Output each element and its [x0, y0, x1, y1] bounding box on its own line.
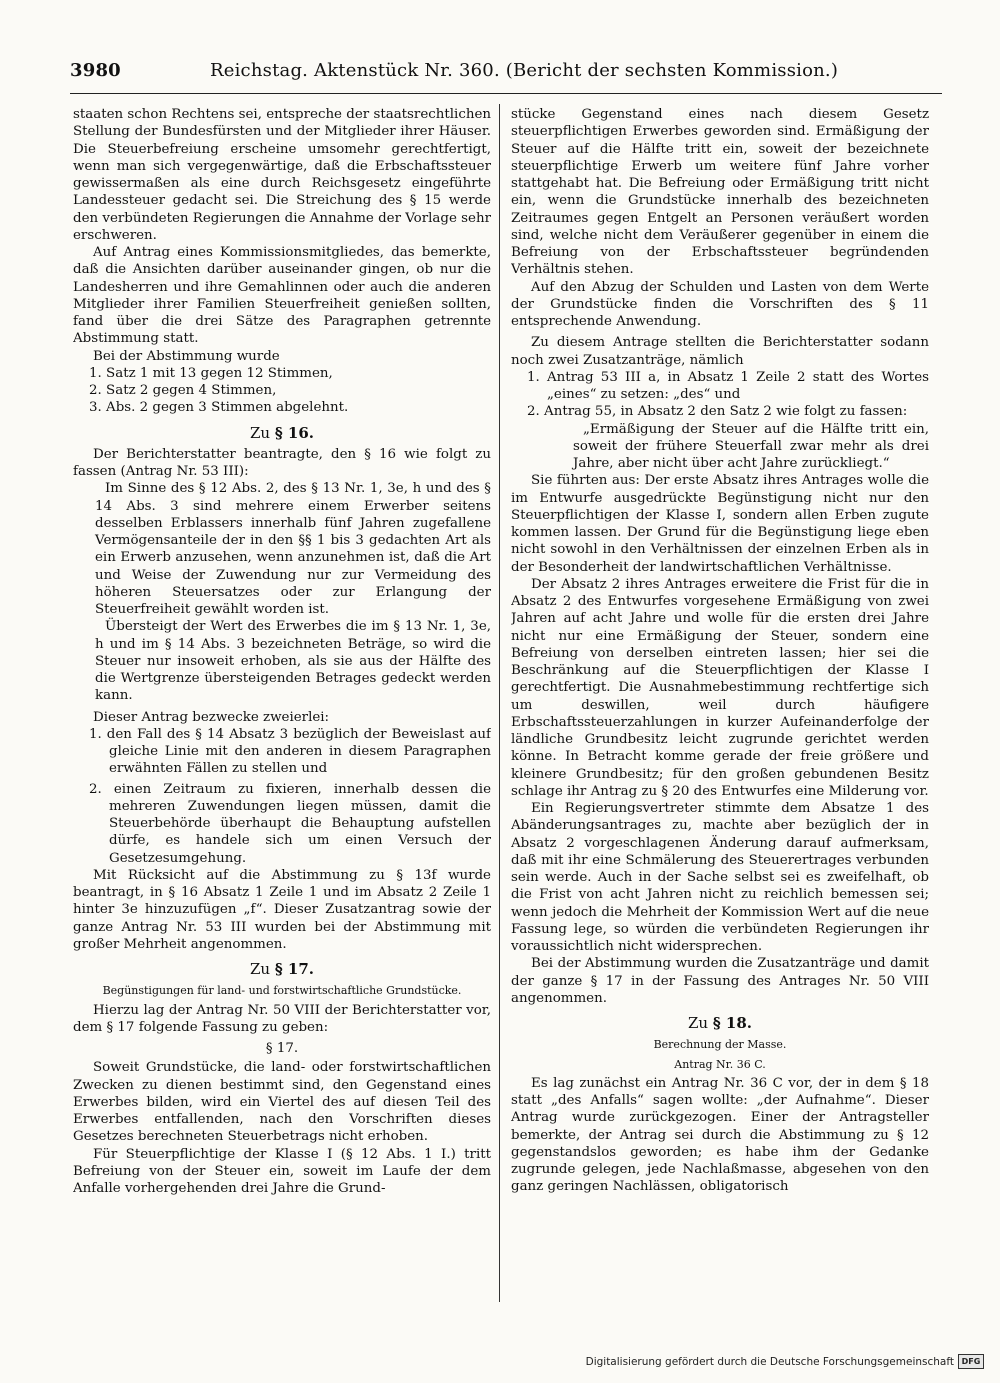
section-heading-18: Zu § 18.: [687, 1014, 753, 1032]
paragraph: Es lag zunächst ein Antrag Nr. 36 C vor, der in dem § 18 statt „des Anfalls“ sagen wollte: „der Aufnahme“. Dieser Antrag wurde zurückgezogen. Einer der Antragsteller bemerkte, der Antrag sei durch die Abstimmung zu § 12 gegenstandslos geworden; es habe ihm der Gedanke zugrunde gelegen, jede Nachlaßmasse, abgesehen von den ganz geringen Nachlässen, obligatorisch: [511, 1075, 929, 1195]
paragraph: Bei der Abstimmung wurde: [93, 348, 280, 364]
vote-item: 2. Satz 2 gegen 4 Stimmen,: [89, 383, 277, 398]
paragraph: Dieser Antrag bezwecke zweierlei:: [93, 709, 330, 725]
vote-item: 1. Satz 1 mit 13 gegen 12 Stimmen,: [89, 365, 333, 381]
additional-motion: 1. Antrag 53 III a, in Absatz 1 Zeile 2 statt des Wortes „eines“ zu setzen: „des“ und: [527, 369, 929, 402]
paragraph: Auf Antrag eines Kommissionsmitgliedes, das bemerkte, daß die Ansichten darüber auseinander gingen, ob nur die Landesherren und ihre Gemahlinnen oder auch die anderen Mitglieder ihrer Familien Steuerfreiheit genießen sollten, fand über die drei Sätze des Paragraphen getrennte Abstimmung statt.: [73, 245, 491, 347]
additional-motion: 2. Antrag 55, in Absatz 2 den Satz 2 wie folgt zu fassen:: [527, 404, 908, 420]
paragraph: Bei der Abstimmung wurden die Zusatzanträge und damit der ganze § 17 in der Fassung des Antrages Nr. 50 VIII angenommen.: [511, 956, 929, 1006]
page-header: [70, 58, 940, 88]
section-label: § 17.: [265, 1041, 299, 1056]
paragraph: Für Steuerpflichtige der Klasse I (§ 12 Abs. 1 I.) tritt Befreiung von der Steuer ein, soweit im Laufe der dem Anfalle vorhergehenden drei Jahre die Grund-: [73, 1146, 491, 1196]
dfg-logo-icon: DFG: [958, 1354, 984, 1369]
footer: [586, 1354, 984, 1369]
paragraph: Der Berichterstatter beantragte, den § 16 wie folgt zu fassen (Antrag Nr. 53 III):: [73, 446, 491, 479]
left-column: [73, 106, 491, 1301]
aim-item: 1. den Fall des § 14 Absatz 3 bezüglich der Beweislast auf gleiche Linie mit den anderen in diesem Paragraphen erwähnten Fällen zu stellen und: [89, 726, 491, 777]
paragraph: Zu diesem Antrage stellten die Berichterstatter sodann noch zwei Zusatzanträge, nämlich: [511, 335, 929, 368]
proposal-text: Im Sinne des § 12 Abs. 2, des § 13 Nr. 1, 3e, h und des § 14 Abs. 3 sind mehrere einem Erwerber seitens desselben Erblassers innerhalb fünf Jahren zugefallene Vermögensanteile der in den §§ 1 bis 3 gedachten Art als ein Erwerb anzusehen, wenn anzunehmen ist, daß die Art und Weise der Zuwendung nur zur Vermeidung des höheren Steuersatzes oder zur Erlangung der Steuerfreiheit gewählt worden ist.: [95, 481, 491, 617]
section-subheading: Begünstigungen für land- und forstwirtschaftliche Grundstücke.: [102, 984, 462, 998]
paragraph: stücke Gegenstand eines nach diesem Gesetz steuerpflichtigen Erwerbes geworden sind. Ermäßigung der Steuer auf die Hälfte tritt ein, soweit der bezeichnete steuerpflichtige Erwerb um weitere fünf Jahre vorher stattgehabt hat. Die Befreiung oder Ermäßigung tritt nicht ein, wenn die Grundstücke innerhalb des bezeichneten Zeitraumes gegen Entgelt an Personen veräußert worden sind, welche nicht dem Veräußerer gegenüber in einem die Befreiung von der Erbschaftssteuer begründenden Verhältnis stehen.: [511, 107, 929, 278]
column-separator: [499, 104, 500, 1302]
section-subheading: Berechnung der Masse.: [653, 1038, 787, 1052]
proposal-text: Übersteigt der Wert des Erwerbes die im § 13 Nr. 1, 3e, h und im § 14 Abs. 3 bezeichneten Beträge, so wird die Steuer nur insoweit erhoben, als sie aus der Hälfte des die Wertgrenze übersteigenden Betrages gedeckt werden kann.: [95, 619, 491, 704]
header-rule: [70, 93, 942, 94]
paragraph: Sie führten aus: Der erste Absatz ihres Antrages wolle die im Entwurfe ausgedrückte Begünstigung nicht nur den Steuerpflichtigen der Klasse I, sondern allen Erben zugute kommen lassen. Der Grund für die Begünstigung liege eben nicht sowohl in den Verhältnissen der einzelnen Erben als in der Besonderheit der landwirtschaftlichen Verhältnisse.: [511, 473, 929, 575]
paragraph: Hierzu lag der Antrag Nr. 50 VIII der Berichterstatter vor, dem § 17 folgende Fassung zu geben:: [73, 1002, 491, 1035]
aim-item: 2. einen Zeitraum zu fixieren, innerhalb dessen die mehreren Zuwendungen liegen müssen, damit die Steuerbehörde überhaupt die Behauptung aufstellen dürfe, es handele sich um einen Versuch der Gesetzesumgehung.: [89, 781, 491, 866]
running-title: Reichstag. Aktenstück Nr. 360. (Bericht der sechsten Kommission.): [210, 60, 839, 81]
vote-item: 3. Abs. 2 gegen 3 Stimmen abgelehnt.: [89, 400, 349, 416]
paragraph: Mit Rücksicht auf die Abstimmung zu § 13f wurde beantragt, in § 16 Absatz 1 Zeile 1 und im Absatz 2 Zeile 1 hinter 3e hinzuzufügen „f“. Dieser Zusatzantrag sowie der ganze Antrag Nr. 53 III wurden bei der Abstimmung mit großer Mehrheit angenommen.: [73, 867, 491, 952]
footer-text: Digitalisierung gefördert durch die Deutsche Forschungsgemeinschaft: [585, 1355, 954, 1368]
right-column: [511, 106, 929, 1301]
section-subheading: Antrag Nr. 36 C.: [674, 1057, 766, 1071]
paragraph: Ein Regierungsvertreter stimmte dem Absatze 1 des Abänderungsantrages zu, machte aber bezüglich der in Absatz 2 vorgeschlagenen Änderung darauf aufmerksam, daß mit ihr eine Schmälerung des Steuerertrages verbunden sein werde. Auch in der Sache selbst sei es zweifelhaft, ob die Frist von acht Jahren nicht zu reichlich bemessen sei; wenn jedoch die Mehrheit der Kommission Wert auf die neue Fassung lege, so würden die verbündeten Regierungen ihr voraussichtlich nicht widersprechen.: [511, 801, 929, 954]
paragraph: Soweit Grundstücke, die land- oder forstwirtschaftlichen Zwecken zu dienen bestimmt sind, den Gegenstand eines Erwerbes bilden, wird ein Viertel des auf diesen Teil des Erwerbes entfallenden, nach den Vorschriften dieses Gesetzes berechneten Steuerbetrags nicht erhoben.: [73, 1060, 491, 1145]
page-number: 3980: [70, 60, 121, 81]
quoted-text: „Ermäßigung der Steuer auf die Hälfte tritt ein, soweit der frühere Steuerfall zwar mehr als drei Jahre, aber nicht über acht Jahre zurückliegt.“: [573, 421, 929, 471]
paragraph: Auf den Abzug der Schulden und Lasten von dem Werte der Grundstücke finden die Vorschriften des § 11 entsprechende Anwendung.: [511, 279, 929, 329]
section-heading-17: Zu § 17.: [249, 960, 315, 978]
paragraph: staaten schon Rechtens sei, entspreche der staatsrechtlichen Stellung der Bundesfürsten und der Mitglieder ihrer Häuser. Die Steuerbefreiung erscheine umsomehr gerechtfertigt, wenn man sich vergegenwärtige, daß die Erbschaftssteuer gewissermaßen als eine durch Reichsgesetz eingeführte Landessteuer gedacht sei. Die Streichung des § 15 werde den verbündeten Regierungen die Annahme der Vorlage sehr erschweren.: [73, 107, 491, 243]
section-heading-16: Zu § 16.: [249, 423, 315, 442]
paragraph: Der Absatz 2 ihres Antrages erweitere die Frist für die in Absatz 2 des Entwurfes vorgesehene Ermäßigung von zwei Jahren auf acht Jahre und wolle für die ersten drei Jahre nicht nur eine Ermäßigung der Steuer, sondern eine Befreiung von derselben eintreten lassen; hier sei die Beschränkung auf die Steuerpflichtigen der Klasse I gerechtfertigt. Die Ausnahmebestimmung rechtfertige sich um deswillen, weil durch häufigere Erbschaftssteuerzahlungen in kurzer Aufeinanderfolge der ländliche Grundbesitz leicht zugrunde gerichtet werden könne. In Betracht komme gerade der freie größere und kleinere Grundbesitz; für den großen gebundenen Besitz schlage ihr Antrag zu § 20 des Entwurfes eine Milderung vor.: [511, 576, 929, 799]
